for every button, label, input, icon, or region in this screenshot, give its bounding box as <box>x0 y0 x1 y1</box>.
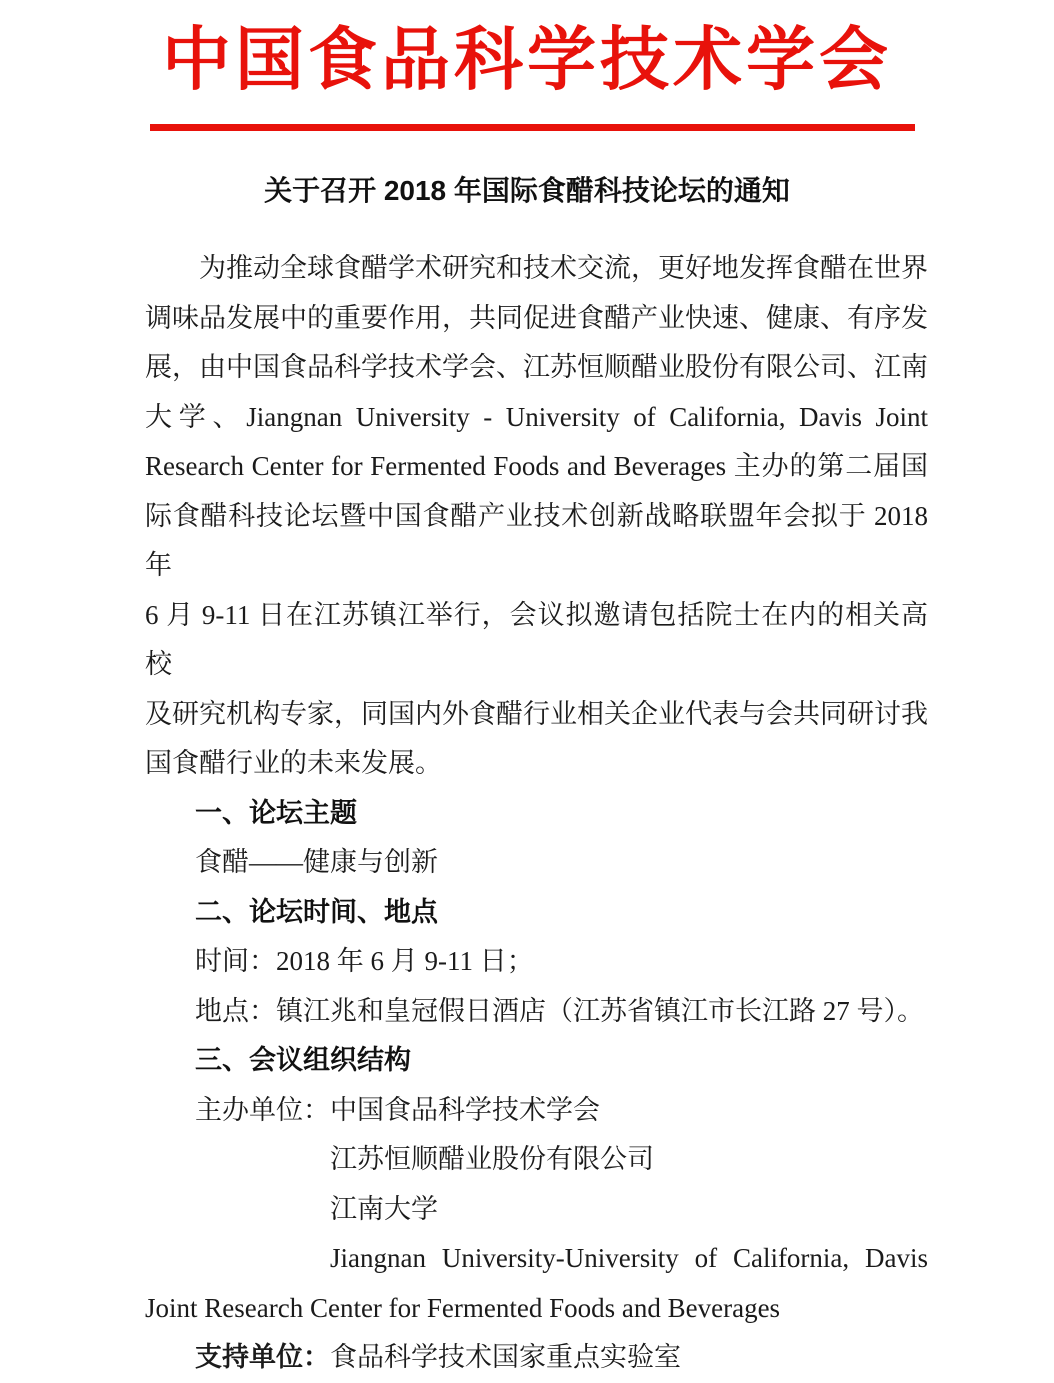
section-heading-forum-theme: 一、论坛主题 <box>195 797 357 828</box>
section-heading-organization: 三、会议组织结构 <box>195 1045 411 1075</box>
intro-line: 国食醋行业的未来发展。 <box>145 748 442 778</box>
organizer-name-3: 江南大学 <box>330 1193 438 1224</box>
intro-line: 际食醋科技论坛暨中国食醋产业技术创新战略联盟年会拟于 2018 年 <box>145 500 928 580</box>
letterhead-org-name: 中国食品科学技术学会 <box>162 21 892 98</box>
intro-line: 6 月 9-11 日在江苏镇江举行，会议拟邀请包括院士在内的相关高校 <box>145 599 928 679</box>
intro-line: Research Center for Fermented Foods and Beverages 主办的第二届国 <box>145 451 928 481</box>
supporter-label: 支持单位： <box>195 1342 330 1372</box>
organizer-name-4-english-line-1: Jiangnan University-University of California, Davis <box>330 1243 928 1273</box>
intro-line: 调味品发展中的重要作用，共同促进食醋产业快速、健康、有序发 <box>145 302 928 333</box>
forum-venue-line: 地点：镇江兆和皇冠假日酒店（江苏省镇江市长江路 27 号）。 <box>195 995 924 1026</box>
notice-title: 关于召开 2018 年国际食醋科技论坛的通知 <box>264 175 790 206</box>
intro-line: 及研究机构专家，同国内外食醋行业相关企业代表与会共同研讨我 <box>145 698 928 729</box>
forum-time-line: 时间：2018 年 6 月 9-11 日； <box>195 946 534 976</box>
organizer-name-2: 江苏恒顺醋业股份有限公司 <box>330 1144 654 1174</box>
intro-line: 大学、Jiangnan University - University of California, Davis Joint <box>145 401 928 432</box>
section-heading-time-venue: 二、论坛时间、地点 <box>195 896 438 927</box>
notice-body <box>0 244 1054 1383</box>
organizer-row <box>195 1086 928 1136</box>
organizer-name-4-english-line-2: Joint Research Center for Fermented Foods and Beverages <box>145 1292 781 1323</box>
letterhead-divider <box>150 124 915 131</box>
supporter-row <box>195 1333 928 1383</box>
intro-line: 为推动全球食醋学术研究和技术交流，更好地发挥食醋在世界 <box>199 253 928 283</box>
organizer-name-1: 中国食品科学技术学会 <box>330 1094 600 1125</box>
intro-paragraph <box>145 244 928 789</box>
supporter-name-1: 食品科学技术国家重点实验室 <box>330 1342 681 1372</box>
forum-theme-text: 食醋——健康与创新 <box>195 847 438 877</box>
organizer-label: 主办单位： <box>195 1094 330 1125</box>
intro-line: 展，由中国食品科学技术学会、江苏恒顺醋业股份有限公司、江南 <box>145 352 928 382</box>
